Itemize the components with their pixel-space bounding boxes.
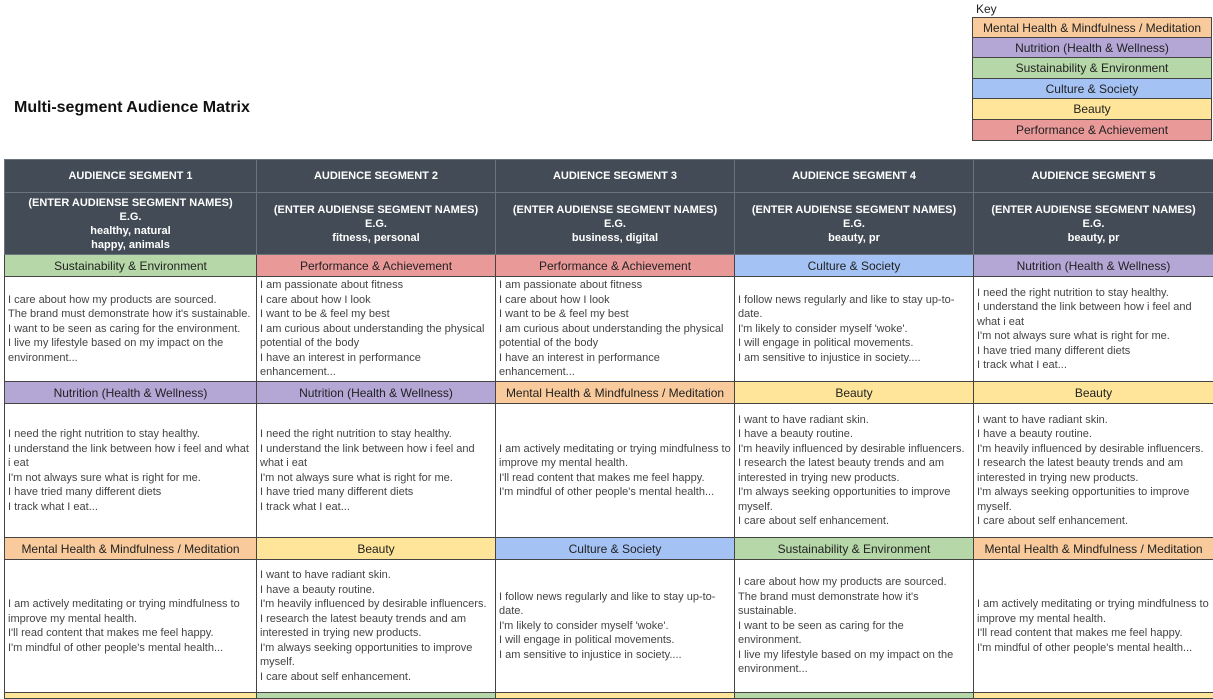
segment-example: beauty, pr xyxy=(735,231,973,245)
statement-line: I follow news regularly and like to stay up-to-date. xyxy=(738,293,970,322)
statement-line: I have tried many different diets xyxy=(977,344,1210,359)
statements-cell[interactable] xyxy=(496,560,735,693)
statement-line: I am sensitive to injustice in society.... xyxy=(738,351,970,366)
statement-line: I'm heavily influenced by desirable influencers. xyxy=(738,442,970,457)
category-label-sustainability[interactable]: Sustainability & Environment xyxy=(5,255,257,277)
segment-header[interactable]: AUDIENCE SEGMENT 4 xyxy=(735,160,974,193)
segment-names-cell[interactable] xyxy=(496,193,735,255)
statements-cell[interactable] xyxy=(735,404,974,538)
statement-line: I'll read content that makes me feel happy. xyxy=(977,626,1210,641)
category-label-mental[interactable]: Mental Health & Mindfulness / Meditation xyxy=(5,538,257,560)
statement-line: I have tried many different diets xyxy=(260,485,492,500)
key-item: Beauty xyxy=(972,99,1212,120)
category-label-beauty[interactable]: Beauty xyxy=(735,382,974,404)
segment-eg-label: E.G. xyxy=(974,217,1213,231)
statement-line: I will engage in political movements. xyxy=(738,336,970,351)
segment-names-prompt: (ENTER AUDIENSE SEGMENT NAMES) xyxy=(735,203,973,217)
statement-line: I'm mindful of other people's mental health... xyxy=(8,641,253,656)
statement-line: I want to have radiant skin. xyxy=(977,413,1210,428)
category-row xyxy=(5,538,1213,560)
segment-names-cell[interactable] xyxy=(257,193,496,255)
statement-line: I'm always seeking opportunities to improve myself. xyxy=(977,485,1210,514)
statement-line: I am actively meditating or trying mindfulness to improve my mental health. xyxy=(977,597,1210,626)
statements-cell[interactable] xyxy=(257,560,496,693)
statement-line: I am sensitive to injustice in society.... xyxy=(499,648,731,663)
category-row xyxy=(5,255,1213,277)
statement-line: I have tried many different diets xyxy=(8,485,253,500)
segment-example: healthy, natural xyxy=(5,224,256,238)
statement-line: I care about self enhancement. xyxy=(977,514,1210,529)
statement-line: I'll read content that makes me feel happy. xyxy=(499,471,731,486)
statement-line: The brand must demonstrate how it's sustainable. xyxy=(8,307,253,322)
statement-line: I research the latest beauty trends and am interested in trying new products. xyxy=(260,612,492,641)
category-label-nutrition[interactable]: Nutrition (Health & Wellness) xyxy=(5,382,257,404)
statement-line: I will engage in political movements. xyxy=(499,633,731,648)
key-legend xyxy=(972,2,1212,141)
segment-names-prompt: (ENTER AUDIENSE SEGMENT NAMES) xyxy=(974,203,1213,217)
category-label-performance[interactable]: Performance & Achievement xyxy=(257,255,496,277)
statement-line: I want to have radiant skin. xyxy=(738,413,970,428)
statement-line: I care about how I look xyxy=(260,293,492,308)
statement-line: I am passionate about fitness xyxy=(499,278,731,293)
segment-eg-label: E.G. xyxy=(496,217,734,231)
statement-line: I track what I eat... xyxy=(260,500,492,515)
statement-line: I'm always seeking opportunities to improve myself. xyxy=(738,485,970,514)
audience-matrix xyxy=(4,159,1213,699)
category-label-nutrition[interactable]: Nutrition (Health & Wellness) xyxy=(974,255,1213,277)
statement-line: I track what I eat... xyxy=(977,358,1210,373)
category-label-culture[interactable]: Culture & Society xyxy=(496,538,735,560)
statement-line: I need the right nutrition to stay healthy. xyxy=(260,427,492,442)
statement-row xyxy=(5,560,1213,693)
category-label-nutrition[interactable]: Nutrition (Health & Wellness) xyxy=(257,382,496,404)
segment-header[interactable]: AUDIENCE SEGMENT 1 xyxy=(5,160,257,193)
statement-line: I'm likely to consider myself 'woke'. xyxy=(499,619,731,634)
statements-cell[interactable] xyxy=(974,560,1213,693)
segment-header-row xyxy=(5,160,1213,193)
statement-line: I care about self enhancement. xyxy=(738,514,970,529)
statement-line: I'll read content that makes me feel happy. xyxy=(8,626,253,641)
statement-line: I want to have radiant skin. xyxy=(260,568,492,583)
key-item: Nutrition (Health & Wellness) xyxy=(972,38,1212,59)
statement-line: I am curious about understanding the physical potential of the body xyxy=(260,322,492,351)
segment-eg-label: E.G. xyxy=(257,217,495,231)
statement-line: I track what I eat... xyxy=(8,500,253,515)
key-item: Culture & Society xyxy=(972,79,1212,100)
partial-category-cell xyxy=(974,693,1213,699)
partial-category-cell xyxy=(257,693,496,699)
statement-line: I'm mindful of other people's mental health... xyxy=(977,641,1210,656)
statement-line: I need the right nutrition to stay healthy. xyxy=(977,286,1210,301)
segment-header[interactable]: AUDIENCE SEGMENT 5 xyxy=(974,160,1213,193)
category-label-mental[interactable]: Mental Health & Mindfulness / Meditation xyxy=(974,538,1213,560)
statements-cell[interactable] xyxy=(496,277,735,382)
segment-header[interactable]: AUDIENCE SEGMENT 3 xyxy=(496,160,735,193)
statement-line: I live my lifestyle based on my impact on the environment... xyxy=(738,648,970,677)
statement-line: The brand must demonstrate how it's sustainable. xyxy=(738,590,970,619)
next-row-partial xyxy=(5,693,1213,699)
statement-line: I want to be seen as caring for the environment. xyxy=(8,322,253,337)
segment-names-cell[interactable] xyxy=(735,193,974,255)
segment-header[interactable]: AUDIENCE SEGMENT 2 xyxy=(257,160,496,193)
statements-cell[interactable] xyxy=(5,404,257,538)
segment-names-cell[interactable] xyxy=(5,193,257,255)
statement-line: I follow news regularly and like to stay up-to-date. xyxy=(499,590,731,619)
statement-line: I want to be seen as caring for the environment. xyxy=(738,619,970,648)
statements-cell[interactable] xyxy=(257,404,496,538)
statement-line: I understand the link between how i feel and what i eat xyxy=(977,300,1210,329)
statement-line: I'm not always sure what is right for me. xyxy=(260,471,492,486)
statement-line: I have a beauty routine. xyxy=(260,583,492,598)
statement-line: I'm likely to consider myself 'woke'. xyxy=(738,322,970,337)
segment-example: beauty, pr xyxy=(974,231,1213,245)
segment-names-prompt: (ENTER AUDIENSE SEGMENT NAMES) xyxy=(5,196,256,210)
partial-category-cell xyxy=(735,693,974,699)
statement-line: I research the latest beauty trends and am interested in trying new products. xyxy=(738,456,970,485)
segment-example: business, digital xyxy=(496,231,734,245)
key-item: Performance & Achievement xyxy=(972,120,1212,141)
statement-line: I am actively meditating or trying mindfulness to improve my mental health. xyxy=(499,442,731,471)
statement-line: I'm mindful of other people's mental health... xyxy=(499,485,731,500)
category-row xyxy=(5,382,1213,404)
statement-line: I need the right nutrition to stay healthy. xyxy=(8,427,253,442)
statement-line: I live my lifestyle based on my impact on the environment... xyxy=(8,336,253,365)
statements-cell[interactable] xyxy=(257,277,496,382)
segment-example: fitness, personal xyxy=(257,231,495,245)
key-item: Mental Health & Mindfulness / Meditation xyxy=(972,17,1212,38)
category-label-beauty[interactable]: Beauty xyxy=(257,538,496,560)
statement-line: I have a beauty routine. xyxy=(977,427,1210,442)
partial-category-cell xyxy=(496,693,735,699)
category-label-sustainability[interactable]: Sustainability & Environment xyxy=(735,538,974,560)
statements-cell[interactable] xyxy=(735,277,974,382)
statement-line: I'm not always sure what is right for me. xyxy=(977,329,1210,344)
statement-line: I have a beauty routine. xyxy=(738,427,970,442)
statements-cell[interactable] xyxy=(496,404,735,538)
statement-line: I am passionate about fitness xyxy=(260,278,492,293)
statement-line: I care about how my products are sourced. xyxy=(8,293,253,308)
statement-line: I have an interest in performance enhancement... xyxy=(499,351,731,380)
segment-example: happy, animals xyxy=(5,238,256,252)
statement-line: I have an interest in performance enhancement... xyxy=(260,351,492,380)
key-item: Sustainability & Environment xyxy=(972,58,1212,79)
category-label-performance[interactable]: Performance & Achievement xyxy=(496,255,735,277)
statements-cell[interactable] xyxy=(974,277,1213,382)
key-label: Key xyxy=(972,2,1212,17)
statements-cell[interactable] xyxy=(974,404,1213,538)
statements-cell[interactable] xyxy=(5,560,257,693)
category-label-mental[interactable]: Mental Health & Mindfulness / Meditation xyxy=(496,382,735,404)
statement-line: I want to be & feel my best xyxy=(260,307,492,322)
statements-cell[interactable] xyxy=(5,277,257,382)
statement-line: I'm heavily influenced by desirable influencers. xyxy=(977,442,1210,457)
statement-line: I understand the link between how i feel and what i eat xyxy=(260,442,492,471)
statements-cell[interactable] xyxy=(735,560,974,693)
segment-names-prompt: (ENTER AUDIENSE SEGMENT NAMES) xyxy=(257,203,495,217)
statement-line: I understand the link between how i feel and what i eat xyxy=(8,442,253,471)
statement-row xyxy=(5,404,1213,538)
statement-line: I'm not always sure what is right for me. xyxy=(8,471,253,486)
statement-row xyxy=(5,277,1213,382)
category-label-culture[interactable]: Culture & Society xyxy=(735,255,974,277)
statement-line: I'm heavily influenced by desirable influencers. xyxy=(260,597,492,612)
segment-names-prompt: (ENTER AUDIENSE SEGMENT NAMES) xyxy=(496,203,734,217)
statement-line: I care about how my products are sourced. xyxy=(738,575,970,590)
statement-line: I want to be & feel my best xyxy=(499,307,731,322)
statement-line: I am actively meditating or trying mindfulness to improve my mental health. xyxy=(8,597,253,626)
statement-line: I'm always seeking opportunities to improve myself. xyxy=(260,641,492,670)
segment-eg-label: E.G. xyxy=(735,217,973,231)
segment-names-cell[interactable] xyxy=(974,193,1213,255)
segment-names-row xyxy=(5,193,1213,255)
statement-line: I care about how I look xyxy=(499,293,731,308)
category-label-beauty[interactable]: Beauty xyxy=(974,382,1213,404)
partial-category-cell xyxy=(5,693,257,699)
statement-line: I research the latest beauty trends and am interested in trying new products. xyxy=(977,456,1210,485)
page-title: Multi-segment Audience Matrix xyxy=(14,99,250,117)
statement-line: I care about self enhancement. xyxy=(260,670,492,685)
segment-eg-label: E.G. xyxy=(5,210,256,224)
statement-line: I am curious about understanding the physical potential of the body xyxy=(499,322,731,351)
